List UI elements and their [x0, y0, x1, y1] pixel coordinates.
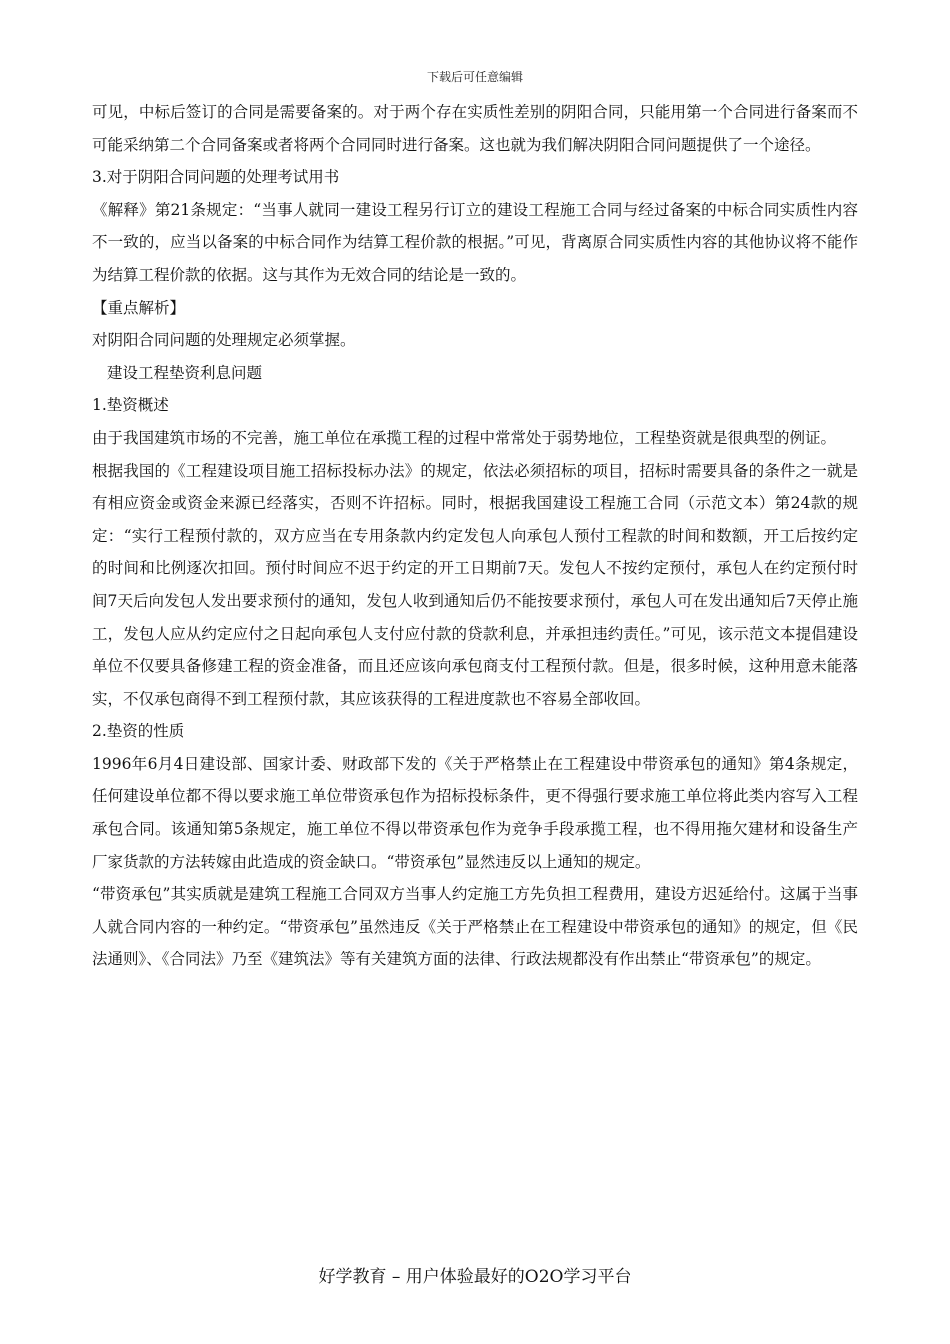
document-body [92, 96, 858, 976]
paragraph-interpretation-art21: 《解释》第21条规定：“当事人就同一建设工程另行订立的建设工程施工合同与经过备案的中标合同实质性内容不一致的，应当以备案的中标合同作为结算工程价款的根据。”可见，背离原合同实质性内容的其他协议将不能作为结算工程价款的依据。这与其作为无效合同的结论是一致的。 [92, 200, 858, 284]
section-heading-1: 1.垫资概述 [92, 396, 169, 415]
page-footer: 好学教育 – 用户体验最好的O2O学习平台 [318, 1267, 632, 1287]
paragraph-tender-rules: 根据我国的《工程建设项目施工招标投标办法》的规定，依法必须招标的项目，招标时需要具备的条件之一就是有相应资金或资金来源已经落实，否则不许招标。同时，根据我国建设工程施工合同（示范文本）第24款的规定：“实行工程预付款的，双方应当在专用条款内约定发包人向承包人预付工程款的时间和数额，开工后按约定的时间和比例逐次扣回。预付时间应不迟于约定的开工日期前7天。发包人不按约定预付，承包人在约定预付时间7天后向发包人发出要求预付的通知，发包人收到通知后仍不能按要求预付，承包人可在发出通知后7天停止施工，发包人应从约定应付之日起向承包人支付应付款的贷款利息，并承担违约责任。”可见，该示范文本提倡建设单位不仅要具备修建工程的资金准备，而且还应该向承包商支付工程预付款。但是，很多时候，这种用意未能落实，不仅承包商得不到工程预付款，其应该获得的工程进度款也不容易全部收回。 [92, 461, 858, 708]
paragraph-1996-notice: 1996年6月4日建设部、国家计委、财政部下发的《关于严格禁止在工程建设中带资承包的通知》第4条规定，任何建设单位都不得以要求施工单位带资承包作为招标投标条件，更不得强行要求施工单位将此类内容写入工程承包合同。该通知第5条规定，施工单位不得以带资承包作为竞争手段承揽工程，也不得用拖欠建材和设备生产厂家货款的方法转嫁由此造成的资金缺口。“带资承包”显然违反以上通知的规定。 [92, 754, 858, 871]
section-heading-3: 3.对于阴阳合同问题的处理考试用书 [92, 168, 340, 187]
paragraph-advance-nature: “带资承包”其实质就是建筑工程施工合同双方当事人约定施工方先负担工程费用，建设方迟延给付。这属于当事人就合同内容的一种约定。“带资承包”虽然违反《关于严格禁止在工程建设中带资承包的通知》的规定，但《民法通则》、《合同法》乃至《建筑法》等有关建筑方面的法律、行政法规都没有作出禁止“带资承包”的规定。 [92, 885, 858, 969]
paragraph-advance-overview: 由于我国建筑市场的不完善，施工单位在承揽工程的过程中常常处于弱势地位，工程垫资就是很典型的例证。 [92, 428, 837, 447]
paragraph-filing-note: 可见，中标后签订的合同是需要备案的。对于两个存在实质性差别的阴阳合同，只能用第一个合同进行备案而不可能采纳第二个合同备案或者将两个合同同时进行备案。这也就为我们解决阴阳合同问题提供了一个途径。 [92, 103, 858, 154]
page-header: 下载后可任意编辑 [426, 70, 523, 84]
section-heading-2: 2.垫资的性质 [92, 722, 185, 741]
paragraph-key-analysis: 对阴阳合同问题的处理规定必须掌握。 [92, 331, 356, 350]
topic-heading-advance-interest: 建设工程垫资利息问题 [107, 363, 263, 382]
key-analysis-heading: 【重点解析】 [92, 298, 186, 317]
